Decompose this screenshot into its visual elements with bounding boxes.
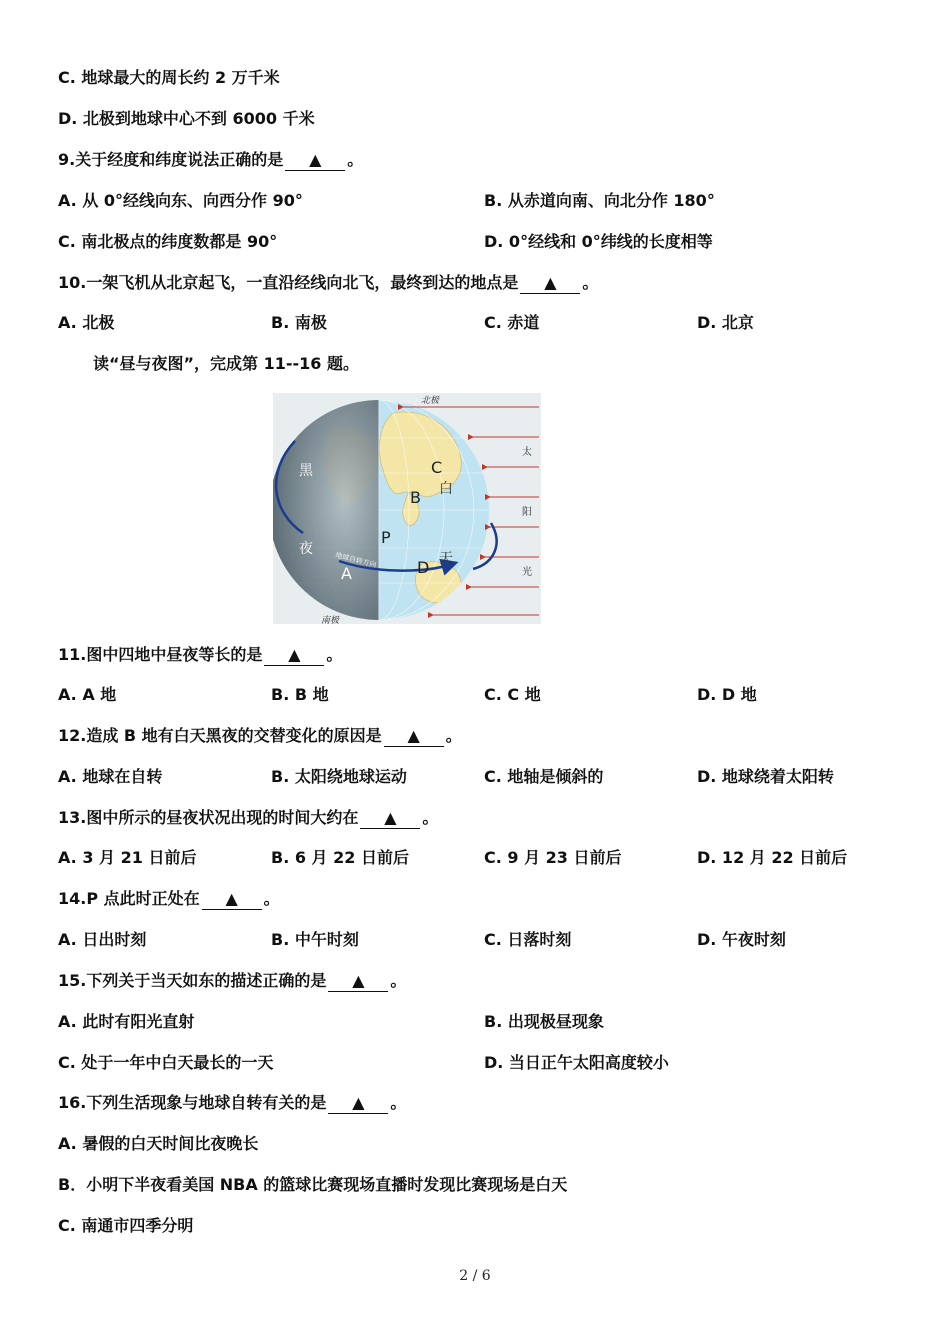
q16-option-b: B．小明下半夜看美国 NBA 的篮球比赛现场直播时发现比赛现场是白天 — [58, 1175, 568, 1194]
answer-blank[interactable]: ▲ — [264, 645, 324, 666]
q10-option-d: D. 北京 — [697, 313, 754, 332]
question-9: 9.关于经度和纬度说法正确的是 ▲ 。 — [58, 150, 364, 169]
q12-option-c: C. 地轴是倾斜的 — [484, 767, 604, 786]
q10-option-c: C. 赤道 — [484, 313, 540, 332]
page-number: 2 / 6 — [459, 1268, 491, 1284]
question-text: 图中四地中昼夜等长的是 — [86, 645, 263, 664]
q12-option-a: A. 地球在自转 — [58, 767, 163, 786]
question-number: 12. — [58, 726, 87, 745]
label-night-1: 黑 — [299, 463, 313, 479]
q16-option-a: A. 暑假的白天时间比夜晚长 — [58, 1134, 259, 1153]
question-13: 13.图中所示的昼夜状况出现的时间大约在 ▲ 。 — [58, 808, 439, 827]
question-15: 15.下列关于当天如东的描述正确的是 ▲ 。 — [58, 971, 407, 990]
label-sun-1: 太 — [522, 447, 532, 458]
question-16: 16.下列生活现象与地球自转有关的是 ▲ 。 — [58, 1093, 407, 1112]
question-10: 10.一架飞机从北京起飞，一直沿经线向北飞，最终到达的地点是 ▲ 。 — [58, 273, 599, 292]
q13-option-d: D. 12 月 22 日前后 — [697, 848, 848, 867]
q13-option-a: A. 3 月 21 日前后 — [58, 848, 197, 867]
q10-option-a: A. 北极 — [58, 313, 115, 332]
label-sun-3: 光 — [522, 567, 532, 578]
question-number: 16. — [58, 1093, 87, 1112]
answer-blank[interactable]: ▲ — [520, 273, 580, 294]
q15-option-a: A. 此时有阳光直射 — [58, 1012, 195, 1031]
instruction-text: 读“昼与夜图”，完成第 11--16 题。 — [93, 354, 359, 373]
q11-option-c: C. C 地 — [484, 685, 541, 704]
q12-option-b: B. 太阳绕地球运动 — [271, 767, 407, 786]
label-north-pole: 北极 — [421, 396, 440, 406]
q14-option-b: B. 中午时刻 — [271, 930, 359, 949]
label-point-a: A — [341, 564, 352, 583]
question-text: 一架飞机从北京起飞，一直沿经线向北飞，最终到达的地点是 — [86, 273, 519, 292]
q15-option-c: C. 处于一年中白天最长的一天 — [58, 1053, 274, 1072]
q9-option-a: A. 从 0°经线向东、向西分作 90° — [58, 191, 303, 210]
q10-option-b: B. 南极 — [271, 313, 327, 332]
question-number: 15. — [58, 971, 87, 990]
q14-option-d: D. 午夜时刻 — [697, 930, 786, 949]
label-sun-2: 阳 — [522, 507, 532, 518]
label-day-2: 天 — [439, 551, 453, 567]
question-number: 11. — [58, 645, 87, 664]
question-text: 造成 B 地有白天黑夜的交替变化的原因是 — [86, 726, 382, 745]
question-number: 10. — [58, 273, 87, 292]
q13-option-b: B. 6 月 22 日前后 — [271, 848, 409, 867]
question-11: 11.图中四地中昼夜等长的是 ▲ 。 — [58, 645, 343, 664]
question-text: 下列关于当天如东的描述正确的是 — [86, 971, 327, 990]
q14-option-c: C. 日落时刻 — [484, 930, 572, 949]
q11-option-d: D. D 地 — [697, 685, 757, 704]
q9-option-b: B. 从赤道向南、向北分作 180° — [484, 191, 715, 210]
q9-option-c: C. 南北极点的纬度数都是 90° — [58, 232, 278, 251]
answer-blank[interactable]: ▲ — [360, 808, 420, 829]
q9-option-d: D. 0°经线和 0°纬线的长度相等 — [484, 232, 713, 251]
day-night-diagram — [273, 393, 541, 624]
question-14: 14.P 点此时正处在 ▲ 。 — [58, 889, 280, 908]
q15-option-b: B. 出现极昼现象 — [484, 1012, 604, 1031]
answer-blank[interactable]: ▲ — [202, 889, 262, 910]
q14-option-a: A. 日出时刻 — [58, 930, 147, 949]
q15-option-d: D. 当日正午太阳高度较小 — [484, 1053, 669, 1072]
question-text: 下列生活现象与地球自转有关的是 — [86, 1093, 327, 1112]
label-night-2: 夜 — [299, 541, 313, 557]
answer-blank[interactable]: ▲ — [328, 1093, 388, 1114]
label-point-c: C — [431, 458, 443, 477]
label-rotation-direction: 地球自转方向 — [334, 551, 378, 570]
q8-option-d: D. 北极到地球中心不到 6000 千米 — [58, 109, 315, 128]
question-number: 13. — [58, 808, 87, 827]
question-text: P 点此时正处在 — [86, 889, 200, 908]
label-day-1: 白 — [439, 481, 453, 497]
question-text: 关于经度和纬度说法正确的是 — [75, 150, 284, 169]
question-text: 图中所示的昼夜状况出现的时间大约在 — [86, 808, 359, 827]
q13-option-c: C. 9 月 23 日前后 — [484, 848, 622, 867]
label-point-p: P — [381, 528, 391, 547]
label-south-pole: 南极 — [321, 616, 340, 624]
answer-blank[interactable]: ▲ — [384, 726, 444, 747]
q8-option-c: C. 地球最大的周长约 2 万千米 — [58, 68, 280, 87]
label-point-d: D — [417, 558, 430, 577]
question-number: 14. — [58, 889, 87, 908]
label-point-b: B — [410, 488, 421, 507]
q11-option-a: A. A 地 — [58, 685, 117, 704]
q12-option-d: D. 地球绕着太阳转 — [697, 767, 834, 786]
answer-blank[interactable]: ▲ — [285, 150, 345, 171]
q11-option-b: B. B 地 — [271, 685, 329, 704]
question-number: 9. — [58, 150, 76, 169]
q16-option-c: C. 南通市四季分明 — [58, 1216, 194, 1235]
answer-blank[interactable]: ▲ — [328, 971, 388, 992]
question-12: 12.造成 B 地有白天黑夜的交替变化的原因是 ▲ 。 — [58, 726, 462, 745]
